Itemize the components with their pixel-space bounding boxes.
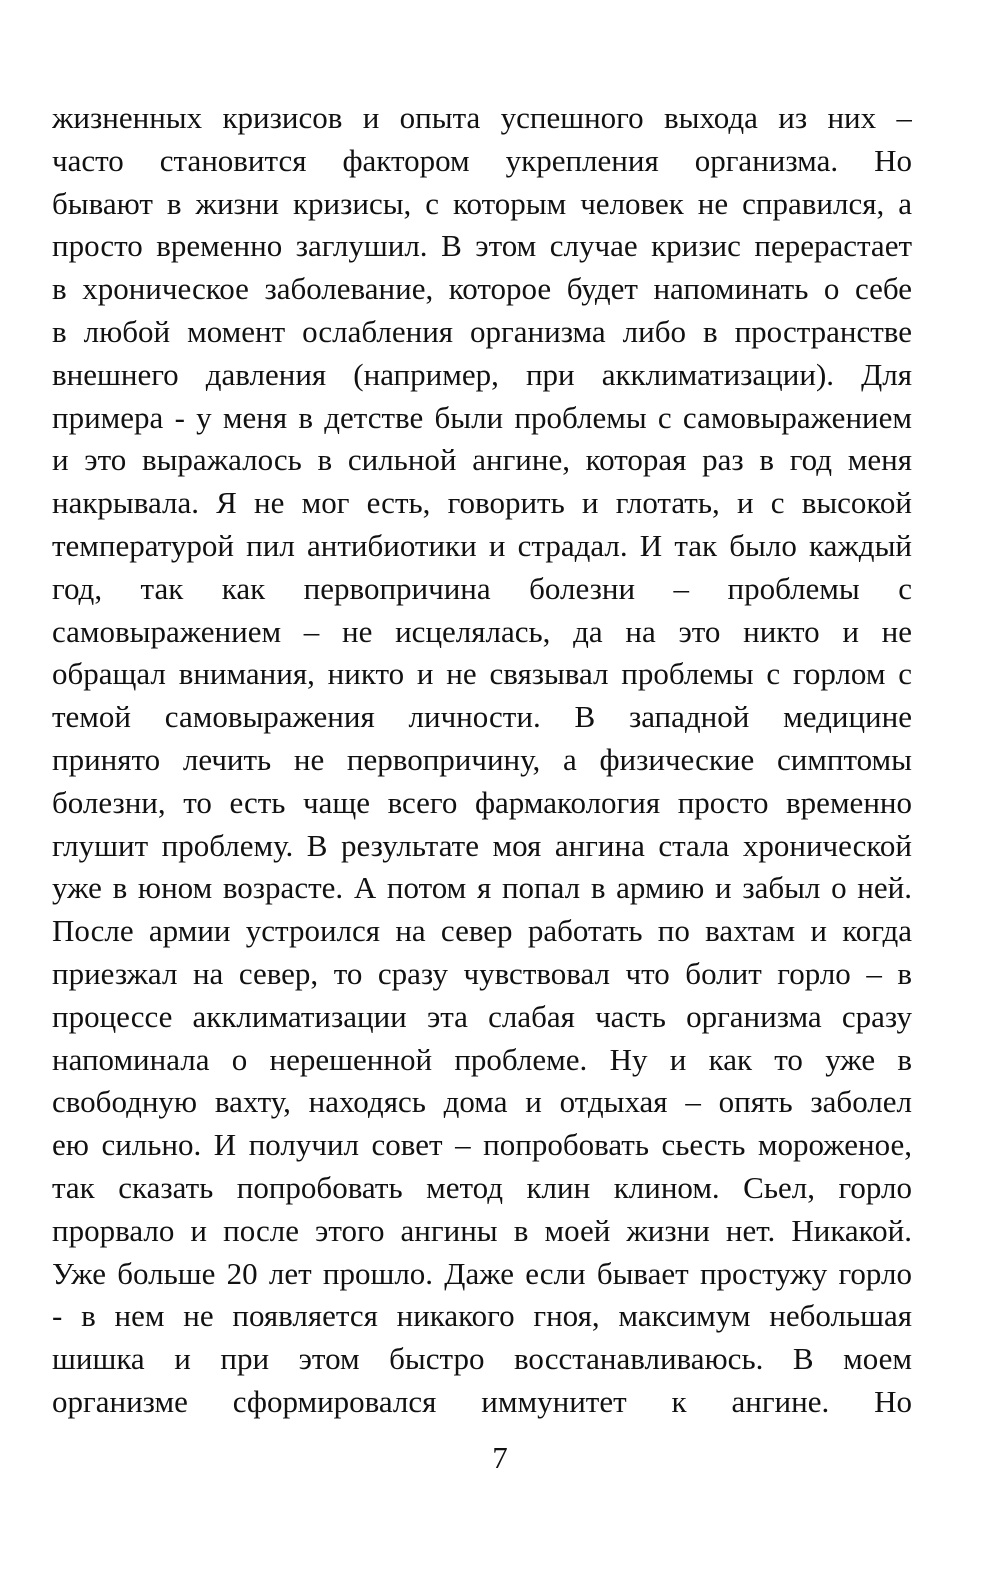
page-body: [52, 97, 912, 1424]
text-line-7: внешнего давления (например, при акклиматизации). Для: [52, 356, 912, 392]
text-line-17: болезни, то есть чаще всего фармакология просто временно: [52, 784, 912, 820]
text-line-5: в хроническое заболевание, которое будет напоминать о себе: [52, 271, 912, 307]
text-line-15: темой самовыражения личности. В западной медицине: [52, 699, 912, 735]
text-line-6: в любой момент ослабления организма либо в пространстве: [52, 313, 912, 349]
page-number: 7: [492, 1440, 508, 1475]
paragraph: [52, 97, 912, 1424]
text-line-29: - в нем не появляется никакого гноя, максимум небольшая: [52, 1298, 912, 1334]
text-line-1: жизненных кризисов и опыта успешного выхода из них –: [52, 100, 912, 135]
text-line-22: процессе акклиматизации эта слабая часть организма сразу: [52, 998, 912, 1034]
text-line-3: бывают в жизни кризисы, с которым человек не справился, а: [52, 185, 912, 221]
text-line-8: примера - у меня в детстве были проблемы с самовыражением: [52, 399, 912, 435]
text-line-14: обращал внимания, никто и не связывал проблемы с горлом с: [52, 656, 912, 692]
text-line-23: напоминала о нерешенной проблеме. Ну и как то уже в: [52, 1041, 912, 1077]
text-line-27: прорвало и после этого ангины в моей жизни нет. Никакой.: [52, 1212, 912, 1248]
text-line-13: самовыражением – не исцелялась, да на это никто и не: [52, 613, 912, 649]
text-line-31: организме сформировался иммунитет к ангине. Но: [52, 1383, 912, 1419]
text-line-4: просто временно заглушил. В этом случае кризис перерастает: [52, 228, 912, 264]
text-line-10: накрывала. Я не мог есть, говорить и глотать, и с высокой: [52, 485, 912, 521]
text-line-12: год, так как первопричина болезни – проблемы с: [52, 570, 912, 606]
text-line-28: Уже больше 20 лет прошло. Даже если бывает простужу горло: [52, 1255, 912, 1291]
text-line-21: приезжал на север, то сразу чувствовал что болит горло – в: [52, 955, 912, 991]
text-line-24: свободную вахту, находясь дома и отдыхая – опять заболел: [52, 1084, 912, 1120]
text-line-25: ею сильно. И получил совет – попробовать сьесть мороженое,: [52, 1127, 912, 1163]
text-line-18: глушит проблему. В результате моя ангина стала хронической: [52, 827, 912, 863]
text-line-20: После армии устроился на север работать по вахтам и когда: [52, 913, 912, 949]
text-line-16: принято лечить не первопричину, а физические симптомы: [52, 741, 912, 777]
text-line-2: часто становится фактором укрепления организма. Но: [52, 142, 912, 178]
text-line-9: и это выражалось в сильной ангине, которая раз в год меня: [52, 442, 912, 478]
text-line-30: шишка и при этом быстро восстанавливаюсь. В моем: [52, 1341, 912, 1377]
text-line-19: уже в юном возрасте. А потом я попал в армию и забыл о ней.: [52, 870, 912, 906]
text-line-11: температурой пил антибиотики и страдал. И так было каждый: [52, 527, 912, 563]
text-line-26: так сказать попробовать метод клин клином. Сьел, горло: [52, 1169, 912, 1205]
